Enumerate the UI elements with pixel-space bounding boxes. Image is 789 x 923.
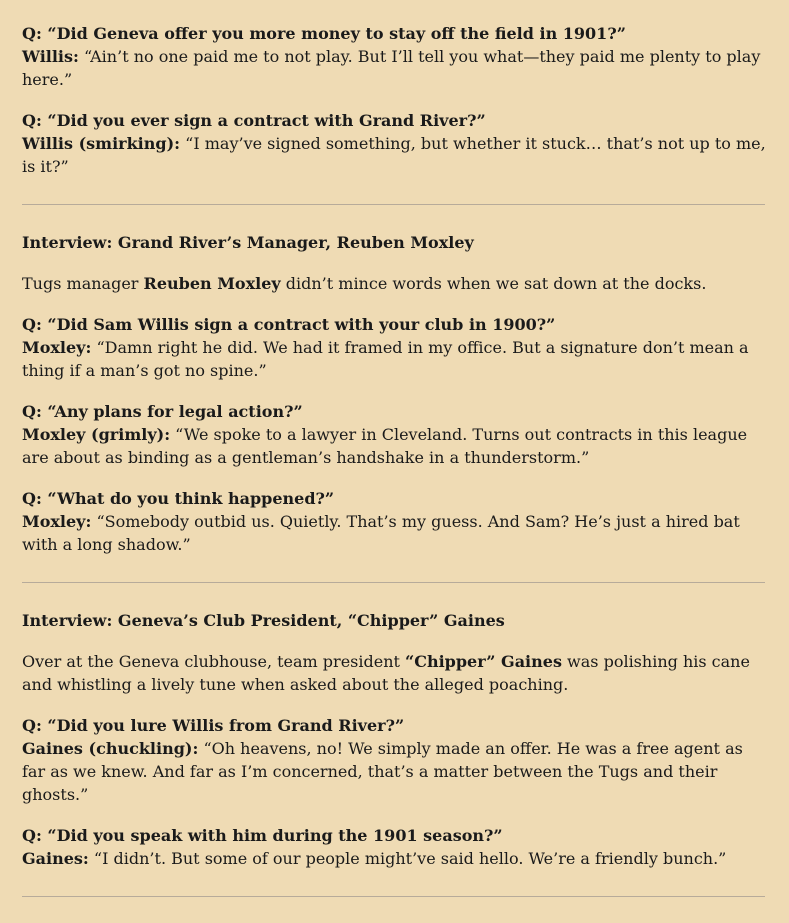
question: Q: “Did you ever sign a contract with Grand River?” <box>22 111 486 130</box>
answer: “We spoke to a lawyer in Cleveland. Turns out contracts in this league are about as binding as a gentleman’s handshake in a thunderstorm.” <box>22 425 748 467</box>
qa-block <box>22 109 767 178</box>
intro-text: Over at the Geneva clubhouse, team president <box>22 652 406 671</box>
answer: “Somebody outbid us. Quietly. That’s my guess. And Sam? He’s just a hired bat with a long shadow.” <box>22 512 740 554</box>
question: Q: “Did you lure Willis from Grand River?” <box>22 716 405 735</box>
question: Q: “What do you think happened?” <box>22 489 335 508</box>
answer-line <box>22 423 767 469</box>
answer: “Oh heavens, no! We simply made an offer. He was a free agent as far as we knew. And far as I’m concerned, that’s a matter between the Tugs and their ghosts.” <box>22 739 743 804</box>
answer: “I didn’t. But some of our people might’ve said hello. We’re a friendly bunch.” <box>88 849 727 868</box>
qa-block <box>22 487 767 556</box>
answer-line <box>22 132 767 178</box>
answer-line <box>22 336 767 382</box>
section-divider <box>22 896 765 897</box>
answer-line <box>22 45 767 91</box>
answer-line <box>22 847 767 870</box>
question: Q: “Did Geneva offer you more money to stay off the field in 1901?” <box>22 24 626 43</box>
qa-block <box>22 400 767 469</box>
article-page <box>22 22 767 923</box>
qa-block <box>22 22 767 91</box>
speaker: Moxley: <box>22 512 92 531</box>
answer: “Damn right he did. We had it framed in my office. But a signature don’t mean a thing if a man’s got no spine.” <box>22 338 749 380</box>
intro-paragraph <box>22 272 767 295</box>
section-heading: Interview: Geneva’s Club President, “Chipper” Gaines <box>22 611 505 630</box>
question: Q: “Did Sam Willis sign a contract with your club in 1900?” <box>22 315 556 334</box>
speaker: Moxley (grimly): <box>22 425 171 444</box>
intro-paragraph <box>22 650 767 696</box>
speaker: Willis (smirking): <box>22 134 181 153</box>
speaker: Moxley: <box>22 338 92 357</box>
section-heading: Interview: Grand River’s Manager, Reuben Moxley <box>22 233 474 252</box>
answer: “Ain’t no one paid me to not play. But I’ll tell you what—they paid me plenty to play here.” <box>22 47 761 89</box>
question: Q: “Did you speak with him during the 1901 season?” <box>22 826 503 845</box>
intro-text: was polishing his cane and whistling a lively tune when asked about the alleged poaching. <box>22 652 750 694</box>
qa-block <box>22 824 767 870</box>
speaker: Gaines: <box>22 849 89 868</box>
section-divider <box>22 204 765 205</box>
section-divider <box>22 582 765 583</box>
qa-block <box>22 313 767 382</box>
qa-block <box>22 714 767 806</box>
question: Q: “Any plans for legal action?” <box>22 402 303 421</box>
intro-name: “Chipper” Gaines <box>405 652 562 671</box>
answer: “I may’ve signed something, but whether it stuck… that’s not up to me, is it?” <box>22 134 766 176</box>
intro-name: Reuben Moxley <box>143 274 281 293</box>
answer-line <box>22 510 767 556</box>
speaker: Gaines (chuckling): <box>22 739 199 758</box>
intro-text: didn’t mince words when we sat down at the docks. <box>280 274 707 293</box>
intro-text: Tugs manager <box>22 274 144 293</box>
answer-line <box>22 737 767 806</box>
speaker: Willis: <box>22 47 79 66</box>
